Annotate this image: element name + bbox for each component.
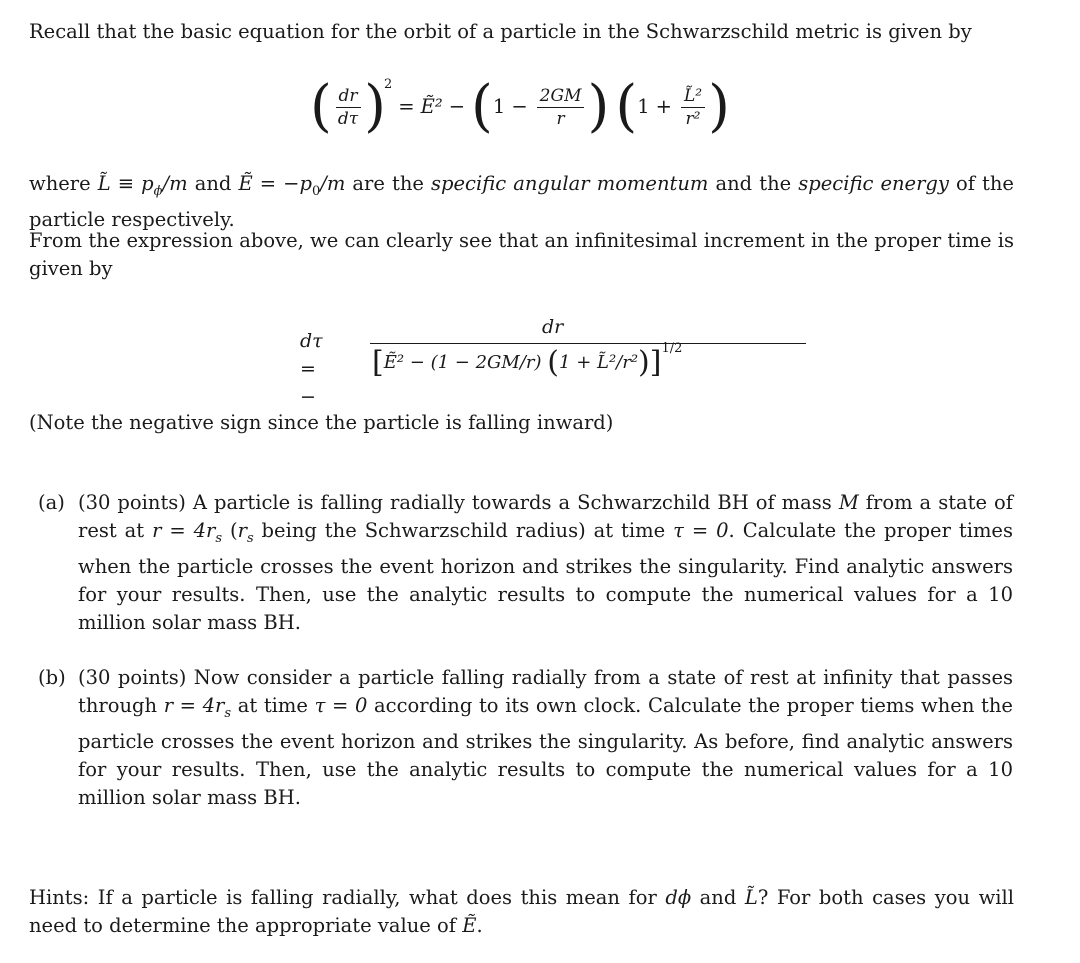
fraction-denominator (372, 341, 683, 380)
math-span: 1 + L̃²/r² (559, 352, 639, 373)
dr-dtau-fraction (335, 85, 361, 130)
orbit-equation (310, 68, 730, 146)
text-span: of the particle respectively. (29, 172, 1014, 231)
subscript: s (215, 530, 223, 546)
math-span: dϕ (665, 886, 692, 909)
energy-term: Ẽ² (420, 95, 443, 118)
part-a-label: (a) (38, 491, 65, 514)
dtau-lhs: dτ = − (300, 330, 323, 408)
text-span: A particle is falling radially towards a Schwarzchild BH of mass (185, 491, 839, 514)
L-definition: L̃ ≡ p (97, 172, 154, 195)
part-a-body (78, 489, 1013, 637)
math-span: r (237, 519, 247, 542)
math-span: M (838, 491, 859, 514)
right-bracket: ] (649, 345, 662, 380)
energy-term: Ẽ² (383, 352, 405, 373)
text-span: being the Schwarzschild radius) at time (253, 519, 674, 542)
math-span: τ = 0 (673, 519, 729, 542)
left-paren: ( (547, 345, 560, 380)
exponent: 2 (384, 77, 393, 92)
minus-sign: − (511, 95, 528, 118)
math-span: r = 4r (163, 694, 225, 717)
subscript: ϕ (153, 183, 163, 199)
intro-paragraph (29, 18, 1014, 46)
points: (30 points) (78, 666, 187, 689)
left-paren: ( (615, 74, 638, 139)
fraction-denominator: r (556, 108, 565, 129)
fraction-denominator: dτ (337, 108, 359, 129)
text-span: . (476, 914, 483, 937)
math-span: r = 4r (152, 519, 216, 542)
text-span: and the (708, 172, 799, 195)
fraction-numerator: dr (336, 85, 361, 108)
part-a (38, 489, 1013, 637)
math-span: τ = 0 (314, 694, 368, 717)
math-span: /m (162, 172, 188, 195)
part-b-label: (b) (38, 666, 66, 689)
term-energy: specific energy (798, 172, 949, 195)
text-span: according to its own clock. Calculate the proper tiems when the particle crosses the event horizon and strikes the singularity. As before, find analytic answers for your results. Then, use the analytic results to compute the numerical values for a 10 million solar mass BH. (78, 694, 1013, 809)
left-bracket: [ (372, 345, 384, 380)
one: 1 (637, 95, 650, 118)
fraction-bar (370, 343, 806, 344)
math-span: − (1 − 2GM/r) (404, 352, 542, 373)
note-paragraph (29, 409, 1014, 437)
text-span: Hints: If a particle is falling radially, what does this mean for (29, 886, 666, 909)
fraction-numerator: dr (542, 316, 564, 338)
definition-paragraph (29, 170, 1014, 234)
fraction-denominator: r² (685, 108, 701, 129)
definition-text (29, 170, 1014, 234)
text-span: are the (345, 172, 432, 195)
hints-text (29, 884, 1014, 940)
points: (30 points) (78, 491, 186, 514)
text-span: and (691, 886, 745, 909)
left-paren: ( (310, 74, 332, 139)
minus-sign: − (448, 95, 466, 118)
text-span: ? For both cases you will need to determine the appropriate value of (29, 886, 1014, 937)
intro-text: Recall that the basic equation for the orbit of a particle in the Schwarzschild metric is given by (29, 20, 972, 43)
part-b (38, 664, 1013, 812)
plus-sign: + (655, 95, 672, 118)
subscript: s (224, 705, 232, 721)
text-span: ( (222, 519, 238, 542)
fraction-numerator: 2GM (537, 85, 585, 108)
exponent: 1/2 (661, 341, 683, 356)
hints-paragraph (29, 884, 1014, 940)
math-span: /m (320, 172, 346, 195)
one: 1 (492, 95, 506, 118)
right-paren: ) (638, 345, 650, 380)
right-paren: ) (364, 74, 387, 139)
term-angular-momentum: specific angular momentum (431, 172, 709, 195)
part-b-body (78, 664, 1013, 812)
proper-time-paragraph (29, 227, 1014, 283)
math-span: L̃ (744, 886, 758, 909)
subscript: s (246, 530, 254, 546)
math-span: Ẽ (462, 914, 477, 937)
left-paren: ( (471, 74, 493, 139)
equals-sign: = (398, 95, 415, 118)
text-span: from a state of rest at (78, 491, 1013, 542)
text-span: and (187, 172, 239, 195)
text-span: where (29, 172, 98, 195)
text-span: . Calculate the proper times when the particle crosses the event horizon and strikes the singularity. Find analytic answers for your results. Then, use the analytic results to compute the numerical values for a 10 million solar mass BH. (78, 519, 1013, 634)
subscript: 0 (312, 183, 321, 199)
fraction-numerator: L̃² (681, 85, 705, 108)
text-span: at time (231, 694, 315, 717)
right-paren: ) (587, 74, 610, 139)
proper-time-text: From the expression above, we can clearly see that an infinitesimal increment in the proper time is given by (29, 229, 1014, 280)
note-text: (Note the negative sign since the particle is falling inward) (29, 411, 614, 434)
l2-over-r2-fraction (681, 85, 705, 130)
text-span: Now consider a particle falling radially from a state of rest at infinity that passes through (78, 666, 1013, 717)
right-paren: ) (708, 74, 730, 139)
E-definition: Ẽ = −p (238, 172, 312, 195)
2gm-over-r-fraction (537, 85, 585, 130)
